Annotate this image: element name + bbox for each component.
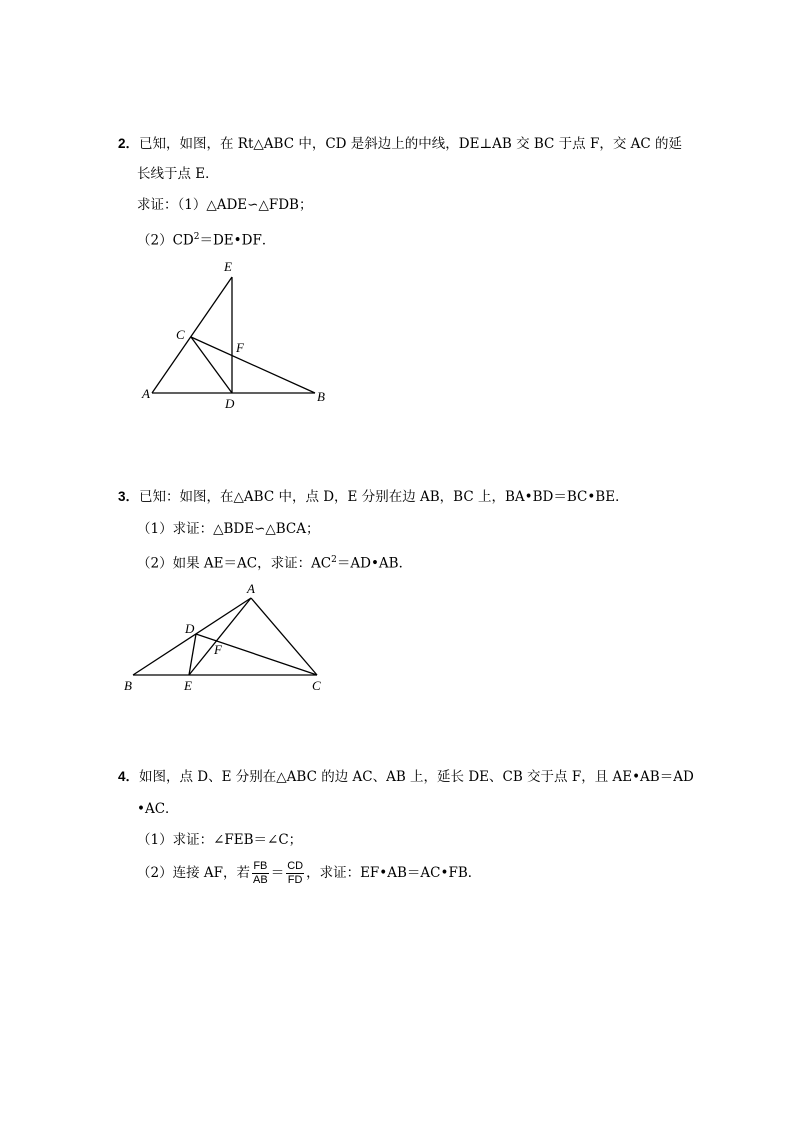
problem-3-number: 3．: [118, 489, 140, 504]
problem-2-number: 2．: [118, 136, 140, 151]
problem-4-text-1: 如图，点 D、E 分别在△ABC 的边 AC、AB 上，延长 DE、CB 交于点 F，且 AE•AB＝AD: [139, 769, 694, 785]
problem-3-superscript: 2: [331, 555, 337, 565]
label-F: F: [236, 340, 244, 355]
problem-4-line-4-pre: （2）连接 AF，若: [137, 865, 250, 881]
problem-4-line-1: [118, 768, 694, 786]
fraction-equals: ＝: [270, 865, 285, 881]
problem-3-line-2: （1）求证：△BDE∽△BCA；: [137, 521, 320, 537]
problem-4-line-4-post: ，求证：EF•AB＝AC•FB．: [306, 865, 482, 881]
problem-4-line-2: •AC．: [137, 801, 179, 817]
problem-2-line-3: 求证：（1）△ADE∽△FDB；: [137, 197, 313, 213]
label-C: C: [176, 327, 185, 342]
label-D: D: [225, 396, 235, 411]
label-A: A: [142, 386, 150, 401]
problem-4-line-4: [137, 857, 481, 889]
segment-AE: [189, 598, 251, 675]
problem-2-line-2: 长线于点 E．: [137, 166, 219, 182]
segment-DE: [189, 634, 196, 675]
problem-3-text-1: 已知：如图，在△ABC 中，点 D，E 分别在边 AB，BC 上，BA•BD＝BC•BE．: [139, 489, 629, 505]
fraction-2-denominator: FD: [287, 874, 303, 886]
problem-2-line-4-post: ＝DE•DF．: [199, 232, 276, 249]
fraction-cd-over-fd: [286, 860, 304, 887]
label-C: C: [312, 678, 321, 693]
label-E: E: [224, 259, 232, 274]
label-F: F: [214, 642, 222, 657]
fraction-1-numerator: FB: [253, 860, 268, 872]
problem-4-number: 4．: [118, 769, 140, 784]
fraction-fb-over-ab: [252, 860, 269, 887]
label-D: D: [185, 621, 195, 636]
problem-4-line-3: （1）求证：∠FEB＝∠C；: [137, 832, 303, 848]
problem-3-line-3-post: ＝AD•AB．: [336, 555, 413, 572]
fraction-1-denominator: AB: [253, 874, 268, 886]
problem-3-line-3-pre: （2）如果 AE＝AC，求证：AC: [137, 555, 332, 572]
label-B: B: [124, 678, 132, 693]
fraction-2-numerator: CD: [287, 860, 304, 872]
problem-2-superscript: 2: [193, 232, 200, 242]
label-B: B: [317, 389, 325, 404]
segment-BA: [133, 598, 251, 675]
label-A: A: [247, 581, 255, 596]
problem-2-line-4-pre: （2）CD: [137, 232, 194, 249]
problem-2-text-1: 已知，如图，在 Rt△ABC 中，CD 是斜边上的中线，DE⊥AB 交 BC 于点 F，交 AC 的延: [139, 136, 683, 152]
label-E: E: [184, 678, 192, 693]
